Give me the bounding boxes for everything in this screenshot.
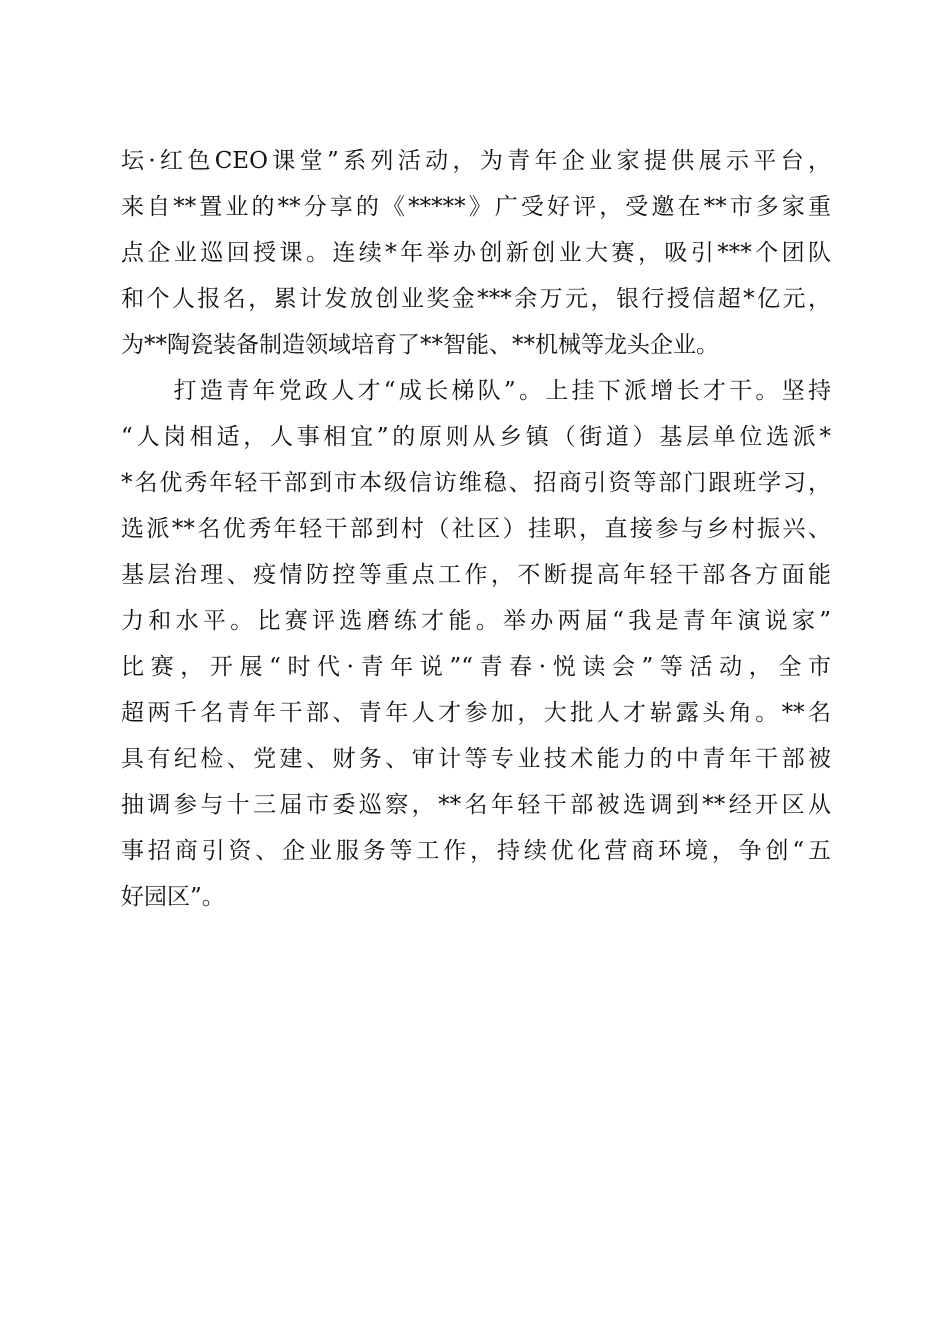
text-line: 坛·红色CEO课堂”系列活动，为青年企业家提供展示平台，	[121, 148, 831, 174]
text-line: 比赛，开展“时代·青年说”“青春·悦读会”等活动，全市	[121, 654, 831, 680]
text-line: 抽调参与十三届市委巡察，**名年轻干部被选调到**经开区从	[121, 792, 831, 818]
text-line: 基层治理、疫情防控等重点工作，不断提高年轻干部各方面能	[121, 562, 831, 588]
paragraph-1	[121, 138, 831, 368]
text-line: 打造青年党政人才“成长梯队”。上挂下派增长才干。坚持	[121, 378, 831, 404]
text-line: 力和水平。比赛评选磨练才能。举办两届“我是青年演说家”	[121, 608, 831, 634]
text-line: 为**陶瓷装备制造领域培育了**智能、**机械等龙头企业。	[121, 332, 719, 358]
text-line: 超两千名青年干部、青年人才参加，大批人才崭露头角。**名	[121, 700, 831, 726]
text-line: 事招商引资、企业服务等工作，持续优化营商环境，争创“五	[121, 838, 831, 864]
text-line: 来自**置业的**分享的《*****》广受好评，受邀在**市多家重	[121, 194, 832, 220]
text-line: 选派**名优秀年轻干部到村（社区）挂职，直接参与乡村振兴、	[121, 516, 831, 542]
paragraph-2	[121, 368, 831, 920]
body-text	[121, 138, 831, 920]
text-line: “人岗相适，人事相宜”的原则从乡镇（街道）基层单位选派*	[121, 424, 831, 450]
text-line: *名优秀年轻干部到市本级信访维稳、招商引资等部门跟班学习，	[121, 470, 831, 496]
text-line: 点企业巡回授课。连续*年举办创新创业大赛，吸引***个团队	[121, 240, 831, 266]
text-line: 具有纪检、党建、财务、审计等专业技术能力的中青年干部被	[121, 746, 831, 772]
text-line: 好园区”。	[121, 884, 225, 910]
text-line: 和个人报名，累计发放创业奖金***余万元，银行授信超*亿元，	[121, 286, 831, 312]
